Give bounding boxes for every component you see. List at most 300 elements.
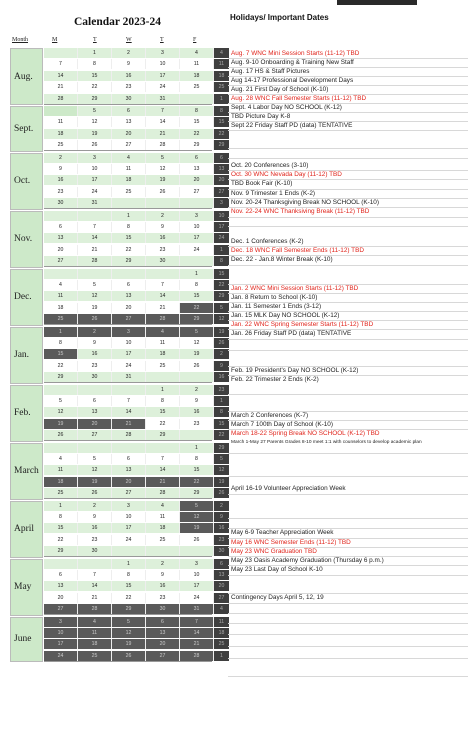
day-cell: 18 bbox=[44, 477, 78, 487]
event-line: Aug. 28 WNC Fall Semester Starts (11-12) TBD bbox=[231, 95, 367, 102]
weekend-cell: 19 bbox=[214, 477, 229, 487]
day-cell: 28 bbox=[78, 604, 112, 614]
week-row bbox=[44, 245, 223, 255]
day-cell: 16 bbox=[146, 233, 180, 243]
day-cell: 22 bbox=[146, 419, 180, 429]
day-cell: 18 bbox=[146, 523, 180, 533]
day-cell: 20 bbox=[44, 245, 78, 255]
top-bar bbox=[337, 0, 417, 5]
weekend-cell: 10 bbox=[214, 211, 229, 221]
week-row bbox=[44, 59, 225, 69]
day-cell: 18 bbox=[78, 639, 112, 649]
month-name: Aug. bbox=[14, 71, 33, 82]
day-cell: 2 bbox=[78, 327, 112, 337]
event-line: Feb. 19 President's Day NO SCHOOL (K-12) bbox=[231, 367, 359, 374]
day-cell: 6 bbox=[112, 454, 146, 464]
week-row bbox=[44, 106, 223, 116]
row-divider bbox=[228, 676, 468, 677]
day-cell: 23 bbox=[112, 82, 146, 92]
event-line: May 23 Oasis Academy Graduation (Thursday 6 p.m.) bbox=[231, 557, 384, 564]
event-line: Nov. 22-24 WNC Thanksiving Break (11-12) TBD bbox=[231, 208, 370, 215]
event-line: March 1-May 27 Parents Grades 8-10 meet 1:1 with counselors to develop academic plan bbox=[231, 440, 422, 445]
week-row bbox=[44, 407, 223, 417]
weekend-cell: 9 bbox=[214, 361, 229, 371]
week-row bbox=[44, 82, 225, 92]
day-cell bbox=[44, 106, 78, 116]
month-name: Nov. bbox=[14, 234, 33, 245]
day-cell: 20 bbox=[180, 175, 214, 185]
day-cell: 9 bbox=[146, 222, 180, 232]
day-cell: 4 bbox=[78, 617, 112, 627]
day-cell: 2 bbox=[180, 385, 214, 395]
day-cell: 7 bbox=[112, 396, 146, 406]
day-cell bbox=[180, 94, 214, 104]
col-wed: W bbox=[126, 37, 132, 43]
day-cell: 10 bbox=[180, 570, 214, 580]
day-cell: 21 bbox=[112, 419, 146, 429]
day-cell: 11 bbox=[78, 628, 112, 638]
day-cell: 25 bbox=[180, 82, 214, 92]
day-cell: 6 bbox=[44, 570, 78, 580]
weekend-cell: 27 bbox=[214, 187, 229, 197]
week-row bbox=[44, 581, 225, 591]
day-cell: 22 bbox=[112, 593, 146, 603]
day-cell: 2 bbox=[112, 48, 146, 58]
day-cell: 19 bbox=[180, 349, 214, 359]
weekend-cell: 8 bbox=[214, 256, 229, 266]
week-row bbox=[44, 211, 225, 221]
day-cell: 7 bbox=[180, 617, 214, 627]
day-cell: 5 bbox=[44, 396, 78, 406]
day-cell: 22 bbox=[180, 477, 214, 487]
row-divider bbox=[228, 565, 468, 566]
event-line: Feb. 22 Trimester 2 Ends (K-2) bbox=[231, 376, 319, 383]
day-cell: 9 bbox=[44, 164, 78, 174]
event-line: Jan. 26 Friday Staff PD (data) TENTATIVE bbox=[231, 330, 352, 337]
month-name: May bbox=[14, 582, 32, 593]
day-cell: 18 bbox=[146, 349, 180, 359]
week-row bbox=[44, 477, 225, 487]
month-label-may bbox=[10, 559, 43, 616]
day-cell: 29 bbox=[180, 140, 214, 150]
event-line: May 16 WNC Semester Ends (11-12) TBD bbox=[231, 539, 351, 546]
week-row bbox=[44, 535, 225, 545]
row-divider bbox=[228, 67, 468, 68]
weekend-cell: 2 bbox=[214, 349, 229, 359]
weekend-cell: 6 bbox=[214, 559, 229, 569]
weekend-cell: 13 bbox=[214, 164, 229, 174]
event-line: Jan. 11 Semester 1 Ends (3-12) bbox=[231, 303, 322, 310]
week-row bbox=[44, 129, 225, 139]
day-cell: 24 bbox=[112, 535, 146, 545]
day-cell: 5 bbox=[78, 454, 112, 464]
day-cell: 27 bbox=[44, 604, 78, 614]
weekend-cell: 20 bbox=[214, 175, 229, 185]
weekend-cell: 9 bbox=[214, 512, 229, 522]
day-cell bbox=[112, 443, 146, 453]
col-fri: F bbox=[193, 37, 197, 43]
weekend-cell: 1 bbox=[214, 396, 229, 406]
day-cell: 3 bbox=[112, 501, 146, 511]
weekend-cell: 30 bbox=[214, 546, 229, 556]
day-cell: 15 bbox=[112, 233, 146, 243]
day-cell: 14 bbox=[78, 233, 112, 243]
week-row bbox=[44, 488, 225, 499]
week-row bbox=[44, 501, 223, 511]
day-cell bbox=[146, 269, 180, 279]
event-line: Jan. 8 Return to School (K-10) bbox=[231, 294, 318, 301]
month-label-june bbox=[10, 617, 43, 663]
day-cell: 27 bbox=[78, 430, 112, 440]
day-cell bbox=[180, 256, 214, 266]
day-cell: 26 bbox=[78, 314, 112, 324]
day-cell: 28 bbox=[180, 651, 214, 661]
day-cell: 17 bbox=[112, 523, 146, 533]
weekend-cell: 23 bbox=[214, 385, 229, 395]
day-cell: 8 bbox=[112, 222, 146, 232]
day-cell bbox=[180, 430, 214, 440]
event-line: May 6-9 Teacher Appreciation Week bbox=[231, 529, 334, 536]
day-cell: 20 bbox=[78, 419, 112, 429]
day-cell: 23 bbox=[146, 593, 180, 603]
day-cell: 6 bbox=[112, 280, 146, 290]
day-cell: 22 bbox=[44, 535, 78, 545]
week-row bbox=[44, 396, 223, 406]
week-row bbox=[44, 187, 225, 197]
month-name: Dec. bbox=[14, 292, 32, 303]
day-cell: 28 bbox=[44, 94, 78, 104]
day-cell: 14 bbox=[146, 291, 180, 301]
day-cell: 27 bbox=[112, 314, 146, 324]
event-line: March 18-22 Spring Break NO SCHOOL (K-12) TBD bbox=[231, 430, 380, 437]
event-line: Oct. 30 WNC Nevada Day (11-12) TBD bbox=[231, 171, 342, 178]
weekend-cell: 12 bbox=[214, 465, 229, 475]
col-month: Month bbox=[12, 37, 29, 43]
row-divider bbox=[228, 394, 468, 395]
day-cell: 13 bbox=[44, 233, 78, 243]
week-row bbox=[44, 430, 225, 441]
day-cell: 26 bbox=[180, 361, 214, 371]
weekend-cell: 5 bbox=[214, 303, 229, 313]
row-divider bbox=[228, 217, 468, 218]
week-row bbox=[44, 639, 225, 649]
month-label-jan bbox=[10, 327, 43, 384]
week-row bbox=[44, 198, 223, 209]
day-cell: 12 bbox=[78, 465, 112, 475]
event-line: Dec. 1 Conferences (K-2) bbox=[231, 238, 304, 245]
day-cell: 12 bbox=[78, 117, 112, 127]
day-cell: 10 bbox=[78, 164, 112, 174]
day-cell: 19 bbox=[180, 523, 214, 533]
weekend-cell: 22 bbox=[214, 430, 229, 440]
event-line: Nov. 20-24 Thanksgiving Break NO SCHOOL (K-10) bbox=[231, 199, 379, 206]
day-cell: 20 bbox=[112, 477, 146, 487]
day-cell: 27 bbox=[112, 140, 146, 150]
day-cell: 15 bbox=[44, 349, 78, 359]
week-row bbox=[44, 385, 225, 395]
week-row bbox=[44, 233, 225, 243]
day-cell: 28 bbox=[146, 488, 180, 498]
day-cell bbox=[78, 211, 112, 221]
row-divider bbox=[228, 366, 468, 367]
day-cell bbox=[146, 372, 180, 382]
day-cell: 12 bbox=[146, 164, 180, 174]
day-cell bbox=[112, 385, 146, 395]
week-row bbox=[44, 546, 225, 557]
day-cell: 13 bbox=[44, 581, 78, 591]
day-cell: 22 bbox=[78, 82, 112, 92]
day-cell: 26 bbox=[78, 140, 112, 150]
day-cell: 10 bbox=[112, 512, 146, 522]
day-cell: 1 bbox=[44, 327, 78, 337]
row-divider bbox=[228, 58, 468, 59]
week-row bbox=[44, 314, 225, 325]
weekend-cell: 29 bbox=[214, 291, 229, 301]
week-row bbox=[44, 175, 225, 185]
weekend-cell: 12 bbox=[214, 314, 229, 324]
day-cell: 29 bbox=[180, 314, 214, 324]
month-name: Sept. bbox=[14, 123, 34, 134]
day-cell: 11 bbox=[44, 117, 78, 127]
day-cell: 8 bbox=[180, 106, 214, 116]
day-cell: 5 bbox=[112, 617, 146, 627]
row-divider bbox=[228, 246, 468, 247]
weekend-cell: 16 bbox=[214, 372, 229, 382]
day-cell bbox=[44, 269, 78, 279]
day-cell: 24 bbox=[146, 82, 180, 92]
weekend-cell: 8 bbox=[214, 407, 229, 417]
row-divider bbox=[228, 339, 468, 340]
event-line: Sept. 4 Labor Day NO SCHOOL (K-12) bbox=[231, 104, 342, 111]
col-mon: M bbox=[52, 37, 58, 43]
holidays-list bbox=[228, 48, 468, 726]
day-cell: 6 bbox=[78, 396, 112, 406]
day-cell: 31 bbox=[112, 372, 146, 382]
week-row bbox=[44, 570, 225, 580]
month-label-feb bbox=[10, 385, 43, 442]
day-cell: 8 bbox=[78, 59, 112, 69]
weekend-cell: 1 bbox=[214, 245, 229, 255]
day-cell: 29 bbox=[44, 372, 78, 382]
day-cell: 23 bbox=[44, 187, 78, 197]
event-line: Sept 22 Friday Staff PD (data) TENTATIVE bbox=[231, 122, 353, 129]
day-cell: 18 bbox=[180, 71, 214, 81]
row-divider bbox=[228, 302, 468, 303]
week-row bbox=[44, 559, 223, 569]
event-line: Dec. 18 WNC Fall Semester Ends (11-12) TBD bbox=[231, 247, 364, 254]
day-cell: 26 bbox=[78, 488, 112, 498]
event-line: May 23 WNC Graduation TBD bbox=[231, 548, 317, 555]
day-cell: 27 bbox=[146, 651, 180, 661]
day-cell: 5 bbox=[180, 327, 214, 337]
day-cell: 14 bbox=[78, 581, 112, 591]
day-cell: 3 bbox=[78, 153, 112, 163]
weekend-cell: 5 bbox=[214, 454, 229, 464]
day-cell: 28 bbox=[78, 256, 112, 266]
day-cell: 19 bbox=[44, 419, 78, 429]
weekend-cell: 11 bbox=[214, 59, 229, 69]
week-row bbox=[44, 523, 225, 533]
day-cell: 26 bbox=[180, 535, 214, 545]
day-cell: 17 bbox=[180, 581, 214, 591]
day-cell: 28 bbox=[146, 314, 180, 324]
month-label-sept bbox=[10, 106, 43, 152]
day-cell: 8 bbox=[44, 512, 78, 522]
col-tue: T bbox=[93, 37, 97, 43]
weekend-cell: 8 bbox=[214, 106, 229, 116]
day-cell: 19 bbox=[146, 175, 180, 185]
day-cell: 17 bbox=[180, 233, 214, 243]
event-line: Jan. 2 WNC Mini Session Starts (11-12) TBD bbox=[231, 285, 359, 292]
day-cell: 3 bbox=[146, 48, 180, 58]
weekend-cell: 17 bbox=[214, 222, 229, 232]
row-divider bbox=[228, 130, 468, 131]
day-cell: 20 bbox=[112, 303, 146, 313]
month-name: Oct. bbox=[14, 176, 31, 187]
day-cell: 7 bbox=[146, 106, 180, 116]
day-cell bbox=[180, 198, 214, 208]
month-label-dec bbox=[10, 269, 43, 326]
event-line: Aug. 9-10 Onboarding & Training New Staff bbox=[231, 59, 354, 66]
row-divider bbox=[228, 103, 468, 104]
month-label-oct bbox=[10, 153, 43, 210]
day-cell: 3 bbox=[112, 327, 146, 337]
month-name: June bbox=[14, 634, 32, 645]
day-cell: 10 bbox=[44, 628, 78, 638]
day-cell: 15 bbox=[112, 581, 146, 591]
row-divider bbox=[228, 538, 468, 539]
event-line: Jan. 15 MLK Day NO SCHOOL (K-12) bbox=[231, 312, 340, 319]
day-cell: 23 bbox=[78, 535, 112, 545]
day-cell bbox=[44, 48, 78, 58]
event-line: Dec. 22 - Jan.8 Winter Break (K-10) bbox=[231, 256, 333, 263]
day-cell bbox=[180, 546, 214, 556]
week-row bbox=[44, 628, 225, 638]
day-cell: 22 bbox=[112, 245, 146, 255]
day-cell: 30 bbox=[78, 546, 112, 556]
event-line: April 16-19 Volunteer Appreciation Week bbox=[231, 485, 346, 492]
day-cell: 15 bbox=[44, 523, 78, 533]
week-row bbox=[44, 593, 225, 603]
day-cell: 15 bbox=[78, 71, 112, 81]
week-row bbox=[44, 338, 225, 348]
day-cell: 13 bbox=[112, 465, 146, 475]
row-divider bbox=[228, 420, 468, 421]
row-divider bbox=[228, 623, 468, 624]
row-divider bbox=[228, 528, 468, 529]
day-cell: 12 bbox=[180, 338, 214, 348]
week-row bbox=[44, 256, 223, 267]
day-cell: 14 bbox=[112, 407, 146, 417]
weekend-cell: 29 bbox=[214, 443, 229, 453]
day-cell: 21 bbox=[146, 129, 180, 139]
day-cell: 6 bbox=[112, 106, 146, 116]
week-row bbox=[44, 361, 223, 371]
day-cell bbox=[78, 269, 112, 279]
day-cell: 7 bbox=[44, 59, 78, 69]
row-divider bbox=[228, 121, 468, 122]
day-cell: 6 bbox=[180, 153, 214, 163]
week-row bbox=[44, 454, 223, 464]
day-cell: 18 bbox=[44, 129, 78, 139]
day-cell: 20 bbox=[146, 639, 180, 649]
row-divider bbox=[228, 646, 468, 647]
day-cell: 21 bbox=[146, 477, 180, 487]
day-cell: 22 bbox=[180, 129, 214, 139]
event-line: Aug. 21 First Day of School (K-10) bbox=[231, 86, 329, 93]
row-divider bbox=[228, 85, 468, 86]
day-cell: 9 bbox=[180, 396, 214, 406]
day-cell bbox=[44, 385, 78, 395]
weekend-cell: 19 bbox=[214, 327, 229, 337]
day-cell: 31 bbox=[180, 604, 214, 614]
row-divider bbox=[228, 603, 468, 604]
week-row bbox=[44, 222, 225, 232]
week-row bbox=[44, 327, 225, 337]
day-cell: 17 bbox=[44, 639, 78, 649]
week-row bbox=[44, 617, 225, 627]
day-cell: 24 bbox=[112, 361, 146, 371]
day-cell: 13 bbox=[112, 117, 146, 127]
weekend-cell: 22 bbox=[214, 129, 229, 139]
day-cell: 16 bbox=[180, 407, 214, 417]
row-divider bbox=[228, 293, 468, 294]
day-cell: 13 bbox=[112, 291, 146, 301]
weekend-cell: 4 bbox=[214, 48, 229, 58]
day-cell: 16 bbox=[146, 581, 180, 591]
day-cell: 15 bbox=[180, 291, 214, 301]
day-cell: 15 bbox=[180, 465, 214, 475]
row-divider bbox=[228, 575, 468, 576]
day-cell: 2 bbox=[44, 153, 78, 163]
weekend-cell: 2 bbox=[214, 501, 229, 511]
week-row bbox=[44, 269, 225, 279]
weekend-cell: 3 bbox=[214, 198, 229, 208]
event-line: TBD Picture Day K-8 bbox=[231, 113, 291, 120]
event-line: Aug 14-17 Professional Development Days bbox=[231, 77, 354, 84]
day-cell: 20 bbox=[44, 593, 78, 603]
day-cell bbox=[112, 269, 146, 279]
day-cell: 14 bbox=[44, 71, 78, 81]
day-cell: 4 bbox=[180, 48, 214, 58]
day-cell: 25 bbox=[112, 187, 146, 197]
weekend-cell: 15 bbox=[214, 117, 229, 127]
row-divider bbox=[228, 375, 468, 376]
day-cell: 12 bbox=[44, 407, 78, 417]
day-cell bbox=[44, 443, 78, 453]
day-cell: 1 bbox=[146, 385, 180, 395]
day-cell: 10 bbox=[146, 59, 180, 69]
day-cell bbox=[180, 372, 214, 382]
event-line: Nov. 9 Trimester 1 Ends (K-2) bbox=[231, 190, 316, 197]
weekend-cell: 18 bbox=[214, 71, 229, 81]
row-divider bbox=[228, 476, 468, 477]
row-divider bbox=[228, 453, 468, 454]
day-cell: 27 bbox=[44, 256, 78, 266]
day-cell: 18 bbox=[44, 303, 78, 313]
day-cell: 26 bbox=[146, 187, 180, 197]
row-divider bbox=[228, 411, 468, 412]
calendar-grid bbox=[10, 48, 225, 708]
event-line: Jan. 22 WNC Spring Semester Starts (11-12) TBD bbox=[231, 321, 374, 328]
weekend-cell: 13 bbox=[214, 570, 229, 580]
day-cell bbox=[112, 198, 146, 208]
week-row bbox=[44, 651, 223, 662]
row-divider bbox=[228, 158, 468, 159]
weekend-cell: 25 bbox=[214, 82, 229, 92]
day-cell: 5 bbox=[146, 153, 180, 163]
day-cell: 16 bbox=[112, 71, 146, 81]
